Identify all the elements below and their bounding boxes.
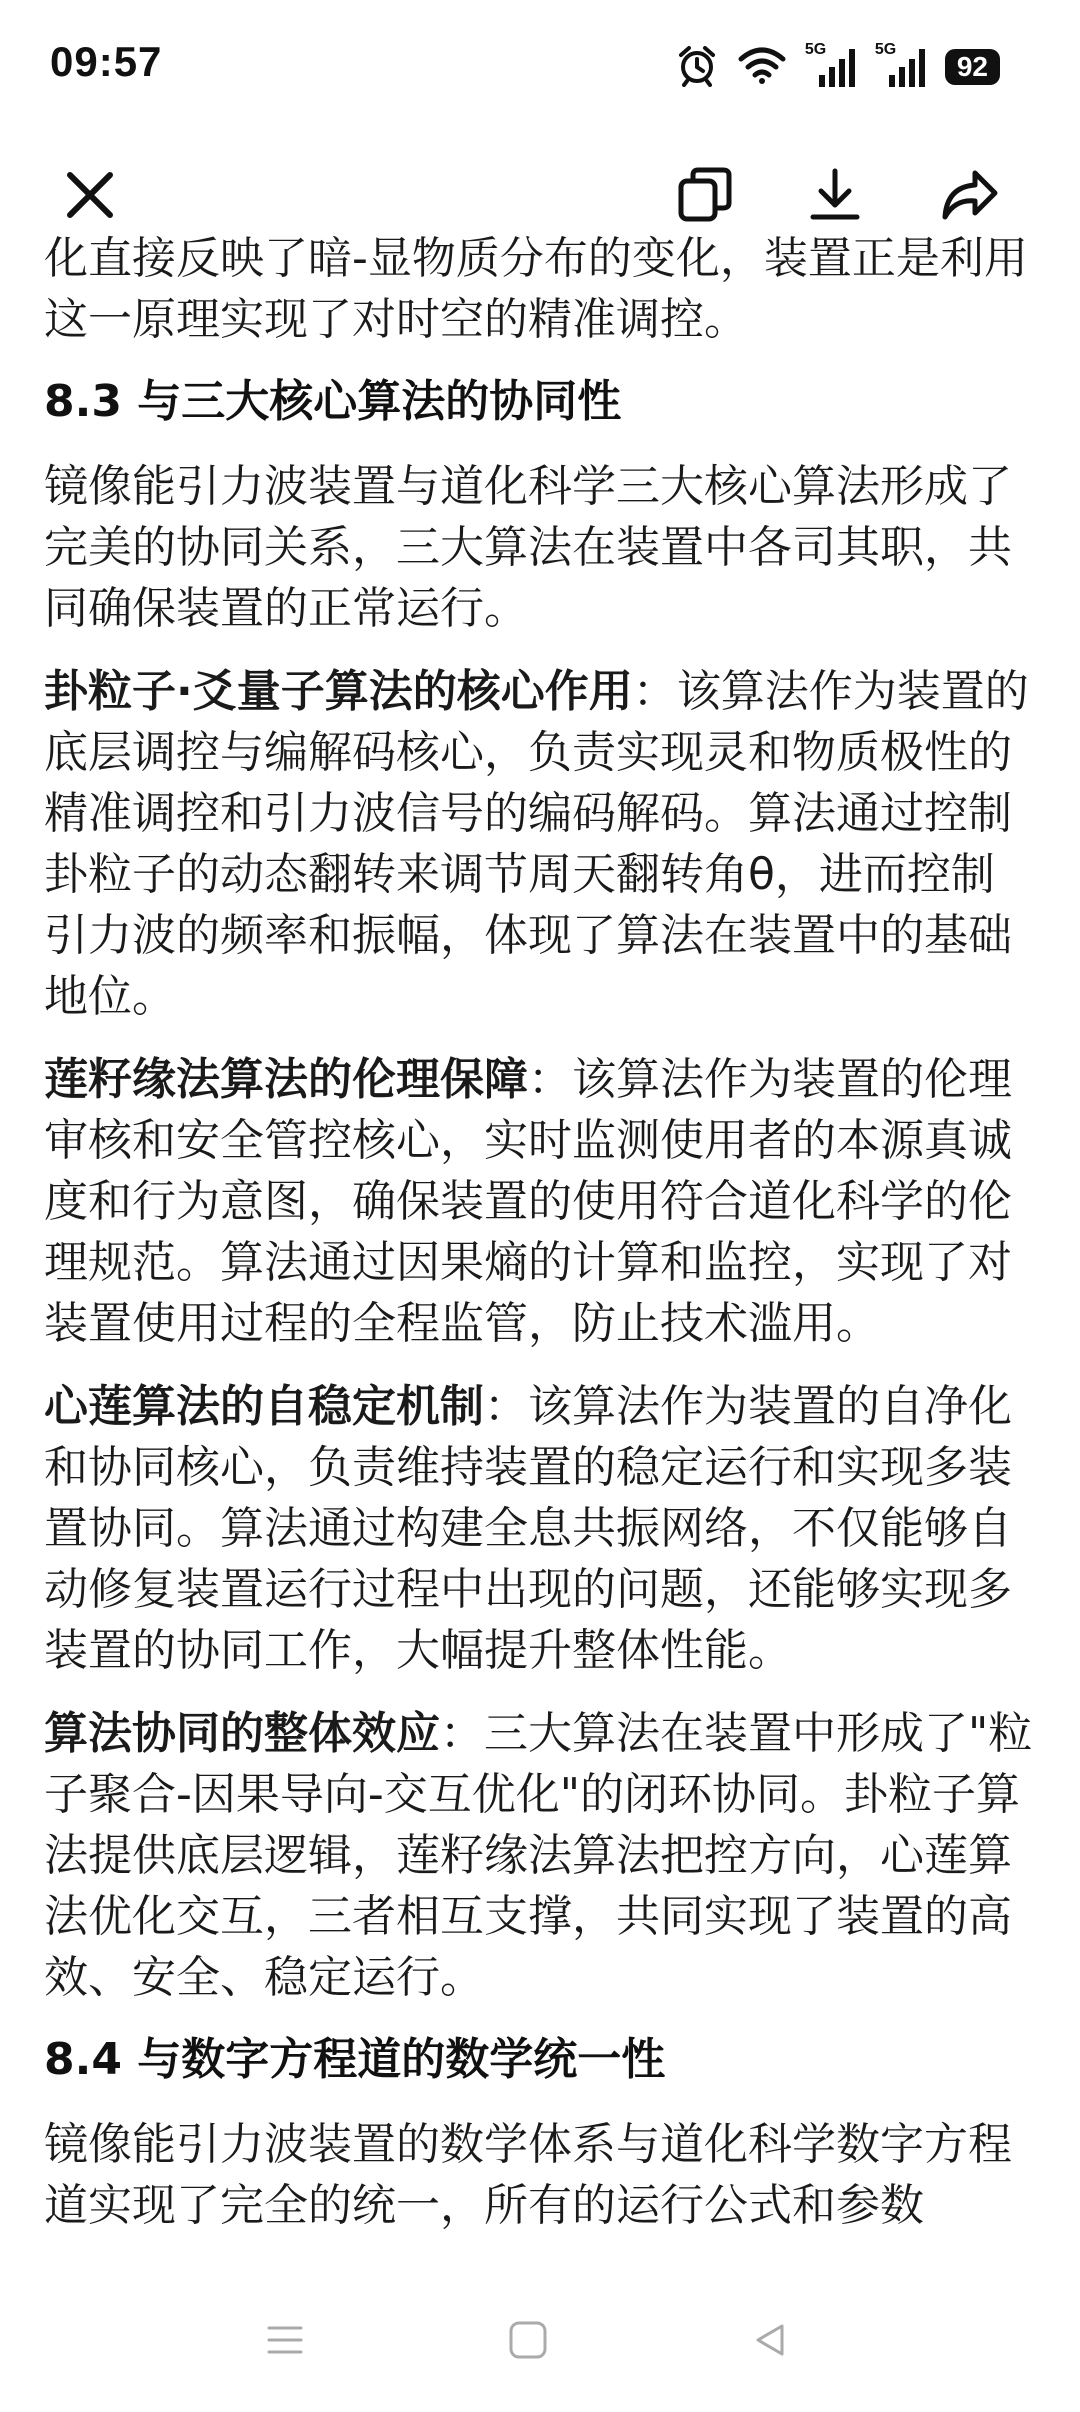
paragraph-body: ：该算法作为装置的底层调控与编解码核心，负责实现灵和物质极性的精准调控和引力波信号的编码解码。算法通过控制卦粒子的动态翻转来调节周天翻转角θ，进而控制引力波的频率和振幅，体现了算法在装置中的基础地位。 (44, 666, 1029, 1022)
section-heading-8-3: 8.3 与三大核心算法的协同性 (44, 376, 622, 427)
paragraph (44, 661, 1036, 1027)
paragraph: 镜像能引力波装置的数学体系与道化科学数字方程道实现了完全的统一，所有的运行公式和参数 (44, 2119, 1012, 2231)
status-bar (0, 0, 1080, 140)
status-icons (675, 42, 1000, 92)
wifi-icon (737, 45, 787, 89)
download-icon[interactable] (790, 150, 880, 240)
paragraph-body: ：三大算法在装置中形成了"粒子聚合-因果导向-交互优化"的闭环协同。卦粒子算法提供底层逻辑，莲籽缘法算法把控方向，心莲算法优化交互，三者相互支撑，共同实现了装置的高效、安全、稳定运行。 (44, 1708, 1033, 2003)
network-label-1: 5G (804, 41, 827, 58)
section-heading-8-4: 8.4 与数字方程道的数学统一性 (44, 2034, 666, 2085)
paragraph-body: ：该算法作为装置的自净化和协同核心，负责维持装置的稳定运行和实现多装置协同。算法通过构建全息共振网络，不仅能够自动修复装置运行过程中出现的问题，还能够实现多装置的协同工作，大幅提升整体性能。 (44, 1381, 1012, 1676)
signal-icon-2 (874, 41, 927, 89)
close-icon[interactable] (45, 150, 135, 240)
back-icon[interactable] (730, 2300, 810, 2380)
paragraph-lead: 莲籽缘法算法的伦理保障 (44, 1054, 528, 1105)
paragraph-body: ：该算法作为装置的伦理审核和安全管控核心，实时监测使用者的本源真诚度和行为意图，确保装置的使用符合道化科学的伦理规范。算法通过因果熵的计算和监控，实现了对装置使用过程的全程监管，防止技术滥用。 (44, 1054, 1012, 1349)
copy-icon[interactable] (660, 150, 750, 240)
paragraph: 化直接反映了暗-显物质分布的变化，装置正是利用这一原理实现了对时空的精准调控。 (44, 233, 1028, 345)
signal-icon-1 (804, 41, 857, 89)
network-label-2: 5G (874, 41, 897, 58)
paragraph: 镜像能引力波装置与道化科学三大核心算法形成了完美的协同关系，三大算法在装置中各司其职，共同确保装置的正常运行。 (44, 461, 1012, 634)
paragraph-lead: 卦粒子·爻量子算法的核心作用 (44, 666, 633, 717)
paragraph (44, 1049, 1036, 1354)
alarm-icon (675, 43, 719, 91)
paragraph (44, 1703, 1036, 2008)
document-content (44, 228, 1036, 2268)
paragraph-lead: 心莲算法的自稳定机制 (44, 1381, 484, 1432)
status-time: 09:57 (50, 38, 163, 85)
system-nav-bar (0, 2270, 1080, 2412)
menu-icon[interactable] (245, 2300, 325, 2380)
paragraph-lead: 算法协同的整体效应 (44, 1708, 440, 1759)
battery-indicator: 92 (945, 49, 1000, 85)
paragraph (44, 1376, 1036, 1681)
share-icon[interactable] (925, 150, 1015, 240)
home-icon[interactable] (488, 2300, 568, 2380)
